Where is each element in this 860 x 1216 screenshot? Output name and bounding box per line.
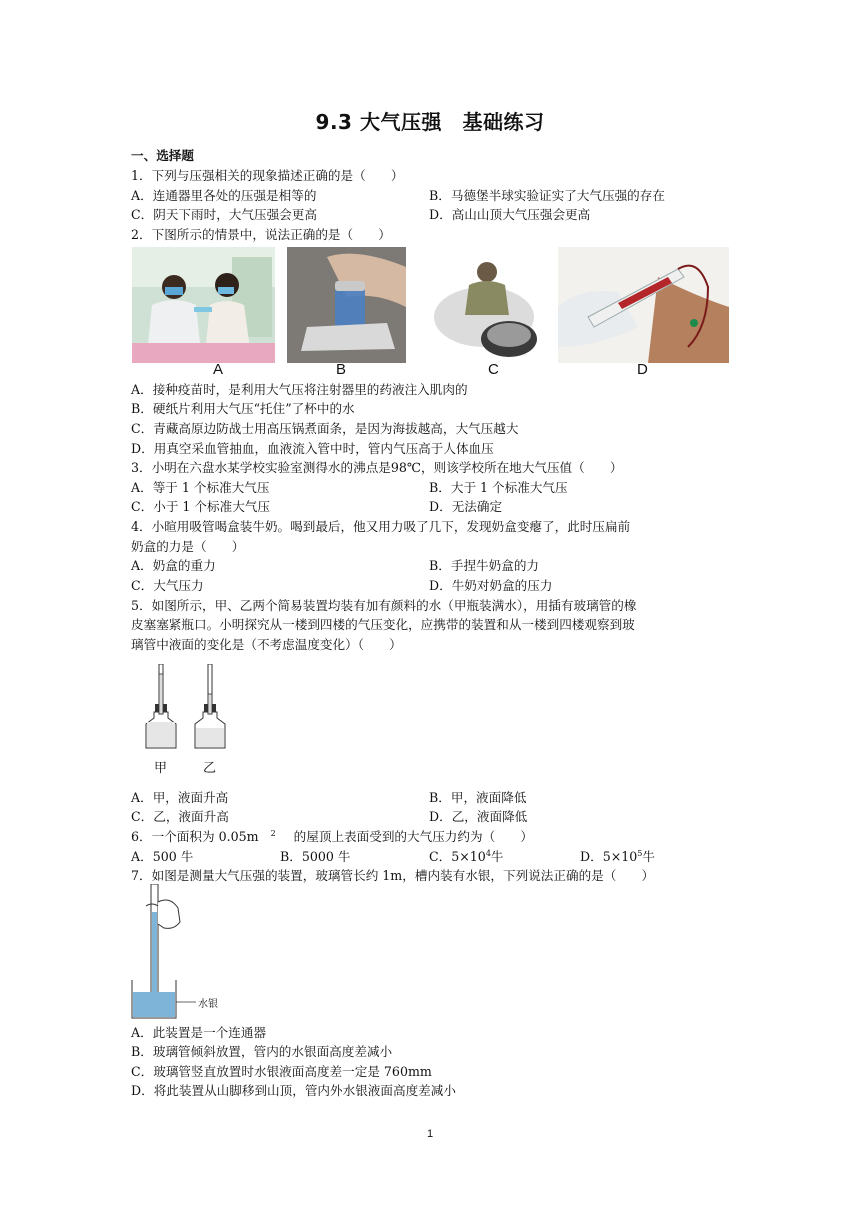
q5-stem-line3: 璃管中液面的变化是（不考虑温度变化）（ ） xyxy=(131,637,402,652)
section-heading: 一、选择题 xyxy=(131,148,194,163)
q3-option-d: D．无法确定 xyxy=(429,499,503,514)
q6-option-c xyxy=(429,847,504,866)
q4-option-a: A．奶盒的重力 xyxy=(131,558,216,573)
q1-option-b: B．马德堡半球实验证实了大气压强的存在 xyxy=(429,188,665,203)
q6-c-exponent: 4 xyxy=(485,848,491,858)
q7-option-a: A．此装置是一个连通器 xyxy=(131,1025,267,1040)
q6-d-exponent: 5 xyxy=(637,848,643,858)
q1-option-a: A．连通器里各处的压强是相等的 xyxy=(131,188,317,203)
q5-stem-line1: 5．如图所示，甲、乙两个简易装置均装有加有颜料的水（甲瓶装满水），用插有玻璃管的橡 xyxy=(131,598,637,613)
bottle-apparatus-diagram xyxy=(140,664,230,756)
q6-stem-part1: 6．一个面积为 0.05m xyxy=(131,829,259,844)
q4-option-c: C．大气压力 xyxy=(131,578,204,593)
q7-option-c: C．玻璃管竖直放置时水银液面高度差一定是 760mm xyxy=(131,1064,432,1079)
q3-option-b: B．大于 1 个标准大气压 xyxy=(429,480,568,495)
q6-d-unit: 牛 xyxy=(642,849,655,864)
q5-label-yi: 乙 xyxy=(203,760,217,775)
q5-label-jia: 甲 xyxy=(154,760,168,775)
q2-option-c: C．青藏高原边防战士用高压锅煮面条，是因为海拔越高，大气压越大 xyxy=(131,421,519,436)
page-number: 1 xyxy=(426,1128,434,1140)
q5-stem-line2: 皮塞塞紧瓶口。小明探究从一楼到四楼的气压变化，应携带的装置和从一楼到四楼观察到玻 xyxy=(131,617,635,632)
q2-option-a: A．接种疫苗时，是利用大气压将注射器里的药液注入肌肉的 xyxy=(131,382,468,397)
q4-option-d: D．牛奶对奶盒的压力 xyxy=(429,578,553,593)
vaccination-photo xyxy=(132,247,275,363)
q6-option-d xyxy=(580,847,655,866)
q2-option-b: B．硬纸片利用大气压“托住”了杯中的水 xyxy=(131,401,355,416)
inverted-cup-photo xyxy=(287,247,406,363)
q7-stem: 7．如图是测量大气压强的装置，玻璃管长约 1m，槽内装有水银，下列说法正确的是（ ） xyxy=(131,868,655,883)
q5-option-c: C．乙，液面升高 xyxy=(131,809,229,824)
q6-stem xyxy=(131,827,533,846)
q3-stem: 3．小明在六盘水某学校实验室测得水的沸点是98℃，则该学校所在地大气压值（ ） xyxy=(131,460,623,475)
q6-option-b: B．5000 牛 xyxy=(280,849,351,864)
q5-option-b: B．甲，液面降低 xyxy=(429,790,527,805)
q1-option-d: D．高山山顶大气压强会更高 xyxy=(429,207,591,222)
q1-option-c: C．阴天下雨时，大气压强会更高 xyxy=(131,207,317,222)
q7-option-b: B．玻璃管倾斜放置，管内的水银面高度差减小 xyxy=(131,1044,393,1059)
torricelli-apparatus-diagram xyxy=(130,884,205,1020)
q2-stem: 2．下图所示的情景中，说法正确的是（ ） xyxy=(131,227,391,242)
q7-mercury-label: 水银 xyxy=(198,999,218,1010)
q2-label-c: C xyxy=(488,361,499,378)
page-title: 9.3 大气压强 基础练习 xyxy=(315,110,545,134)
q4-option-b: B．手捏牛奶盒的力 xyxy=(429,558,540,573)
q2-option-d: D．用真空采血管抽血，血液流入管中时，管内气压高于人体血压 xyxy=(131,441,494,456)
q3-option-a: A．等于 1 个标准大气压 xyxy=(131,480,270,495)
q6-c-unit: 牛 xyxy=(490,849,504,864)
q4-stem-line2: 奶盒的力是（ ） xyxy=(131,539,245,554)
blood-draw-photo xyxy=(558,247,729,363)
q5-option-d: D．乙，液面降低 xyxy=(429,809,528,824)
q2-label-a: A xyxy=(213,361,224,378)
pressure-cooker-photo xyxy=(429,247,546,363)
q6-stem-superscript: 2 xyxy=(270,828,276,838)
q2-label-d: D xyxy=(637,361,648,378)
q6-option-a: A．500 牛 xyxy=(131,849,194,864)
q6-c-base: C．5×10 xyxy=(429,849,486,864)
q2-label-b: B xyxy=(336,361,347,378)
q6-stem-part2: 的屋顶上表面受到的大气压力约为（ ） xyxy=(293,829,533,844)
q7-option-d: D．将此装置从山脚移到山顶，管内外水银液面高度差减小 xyxy=(131,1083,456,1098)
q4-stem-line1: 4．小暄用吸管喝盒装牛奶。喝到最后，他又用力吸了几下，发现奶盒变瘪了，此时压扁前 xyxy=(131,519,631,534)
q6-d-base: D．5×10 xyxy=(580,849,638,864)
q3-option-c: C．小于 1 个标准大气压 xyxy=(131,499,270,514)
q5-option-a: A．甲，液面升高 xyxy=(131,790,229,805)
q1-stem: 1．下列与压强相关的现象描述正确的是（ ） xyxy=(131,168,404,183)
